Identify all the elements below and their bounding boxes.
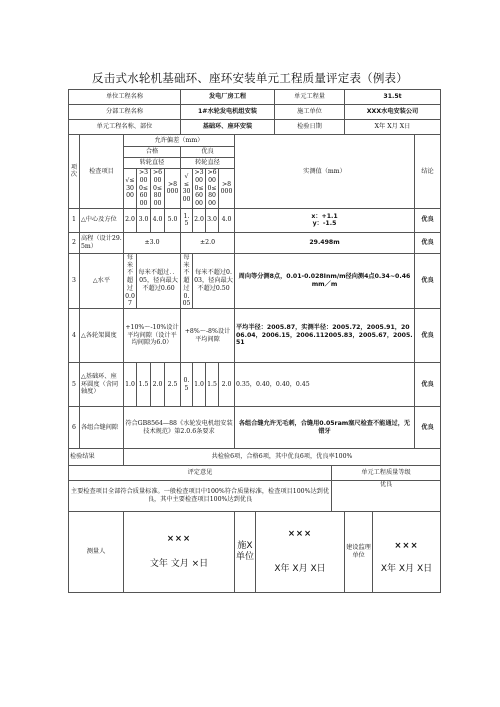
result-value: 优良 bbox=[415, 309, 441, 363]
construction-label: 施X单位 bbox=[235, 512, 256, 593]
pass-value: ±3.0 bbox=[124, 232, 181, 253]
quantity-label: 单元工程量 bbox=[275, 90, 345, 105]
pass-value: 1.5 bbox=[137, 363, 151, 407]
page-title: 反击式水轮机基础环、座环安装单元工程质量评定表（例表） bbox=[92, 71, 408, 85]
date-label: 检验日期 bbox=[275, 120, 345, 135]
tester-signature bbox=[124, 512, 235, 593]
row-no: 4 bbox=[69, 309, 80, 363]
pass-value: +10%～-10%设计平均间隙（设计平均间隙为6.0） bbox=[124, 309, 181, 363]
row-item: △水平 bbox=[80, 253, 124, 308]
good-header: 优良 bbox=[181, 147, 235, 158]
tolerance-header: 允许偏差（mm） bbox=[124, 135, 235, 147]
pass-d1: √≤3000 bbox=[124, 169, 137, 209]
element-label: 单元工程名称、部位 bbox=[69, 120, 181, 135]
good-value: 1.0 bbox=[193, 363, 206, 407]
unit-project-value: 发电厂房工程 bbox=[181, 90, 275, 105]
spec-value: 符合GB8564—88《水轮发电机组安装技术规范》第2.0.6条要求 bbox=[124, 407, 235, 449]
good-d4: >8000 bbox=[219, 169, 235, 209]
good-value: 1.5 bbox=[206, 363, 219, 407]
measured-header: 实测值（mm） bbox=[235, 135, 415, 209]
measured-value: 0.35，0.40，0.40，0.45 bbox=[235, 363, 415, 407]
construction-name: ××× bbox=[287, 529, 313, 540]
pass-value: 2.0 bbox=[151, 363, 165, 407]
supervision-date: X年 X月 X日 bbox=[380, 563, 433, 574]
tester-name: ××× bbox=[166, 534, 192, 545]
grade-label: 单元工程质量等级 bbox=[332, 466, 441, 481]
pass-value: 3.0 bbox=[137, 208, 151, 232]
supervision-label: 建设监理单位 bbox=[345, 512, 373, 593]
pass-value: 4.0 bbox=[151, 208, 165, 232]
element-value: 基础环、座环安装 bbox=[181, 120, 275, 135]
pass-diameter-header: 转轮直径 bbox=[124, 158, 181, 169]
pass-value: 1.0 bbox=[124, 363, 137, 407]
header-row-element bbox=[69, 120, 441, 135]
good-value: ±2.0 bbox=[181, 232, 235, 253]
good-d1: √≤3000 bbox=[181, 169, 193, 209]
seq-header: 项次 bbox=[69, 135, 80, 209]
result-value: 优良 bbox=[415, 253, 441, 308]
table-row bbox=[69, 407, 441, 449]
opinion-label: 评定意见 bbox=[69, 466, 332, 481]
result-value: 优良 bbox=[415, 407, 441, 449]
pass-header: 合格 bbox=[124, 147, 181, 158]
evaluation-row bbox=[69, 481, 441, 512]
pass-value: 每米不超过．．05，径向最大不超过0.60 bbox=[137, 253, 181, 308]
measured-value: 周向等分测8点，0.01-0.028Inm/m径向测4点0.34~0.46mm／m bbox=[235, 253, 415, 308]
good-value: 3.0 bbox=[206, 208, 219, 232]
measured-value: 平均半径：2005.87，实测半径：2005.72，2005.91，2006.04，2006.15，2006.112005.83，2005.67，2005.51 bbox=[235, 309, 415, 363]
grade-value: 优良 bbox=[332, 481, 441, 512]
conclusion-header: 结论 bbox=[415, 135, 441, 209]
result-value: 优良 bbox=[415, 208, 441, 232]
inspection-label: 检验结果 bbox=[69, 449, 124, 466]
good-value: +8%～-8%设计平均间隙 bbox=[181, 309, 235, 363]
result-value: 优良 bbox=[415, 363, 441, 407]
signature-row bbox=[69, 512, 441, 593]
row-no: 3 bbox=[69, 253, 80, 308]
evaluation-header-row bbox=[69, 466, 441, 481]
row-no: 1 bbox=[69, 208, 80, 232]
good-value: 4.0 bbox=[219, 208, 235, 232]
row-item: △各轮架圆度 bbox=[80, 309, 124, 363]
good-value: 1.5 bbox=[181, 208, 193, 232]
measured-value: 各组合缝允许无毛刺，合缝用0.05ram塞尺检查不能通过，无错牙 bbox=[235, 407, 415, 449]
opinion-value: 主要检查项目全部符合质量标准。一般检查项目中100%符合质量标准，检查项目100%达到优良，其中主要检查项目100%达到优良 bbox=[69, 481, 332, 512]
table-row bbox=[69, 253, 441, 308]
good-value: 2.0 bbox=[193, 208, 206, 232]
unit-project-label: 单位工程名称 bbox=[69, 90, 181, 105]
pass-value: 5.0 bbox=[165, 208, 181, 232]
inspection-row bbox=[69, 449, 441, 466]
good-value: 每米不超过0.03，径向最大不超过0.50 bbox=[193, 253, 235, 308]
column-header-row-1 bbox=[69, 135, 441, 147]
pass-value: 每米不超过0.07 bbox=[125, 253, 135, 308]
contractor-label: 施工单位 bbox=[275, 105, 345, 120]
table-row bbox=[69, 232, 441, 253]
row-item: △中心及方位 bbox=[80, 208, 124, 232]
good-value: 0.5 bbox=[181, 363, 193, 407]
quality-evaluation-table bbox=[68, 89, 441, 593]
inspection-value: 共检验6项，合格6项，其中优良6项，优良率100% bbox=[124, 449, 441, 466]
sub-project-label: 分部工程名称 bbox=[69, 105, 181, 120]
row-no: 6 bbox=[69, 407, 80, 449]
row-item: 各组合缝间隙 bbox=[80, 407, 124, 449]
table-row bbox=[69, 363, 441, 407]
header-row-sub bbox=[69, 105, 441, 120]
pass-d2: >3000≤6000 bbox=[137, 169, 151, 209]
measured-value: 29.498m bbox=[235, 232, 415, 253]
good-value: 每米不超过0.05 bbox=[181, 253, 193, 308]
supervision-name: ××× bbox=[394, 541, 419, 552]
item-header: 检查项目 bbox=[80, 135, 124, 209]
date-value: X年 X月 X日 bbox=[345, 120, 441, 135]
good-d3: >6000≤8000 bbox=[207, 169, 217, 207]
pass-d3: >6000≤8000 bbox=[151, 169, 165, 209]
row-item: △基础环、座环圆度（含同轴度） bbox=[80, 363, 124, 407]
tester-label: 测量人 bbox=[69, 512, 124, 593]
construction-signature bbox=[256, 512, 345, 593]
row-no: 5 bbox=[69, 363, 80, 407]
row-no: 2 bbox=[69, 232, 80, 253]
pass-d4: >8000 bbox=[165, 169, 181, 209]
row-item: 高程（设计29.5m） bbox=[80, 232, 124, 253]
good-value: 2.0 bbox=[219, 363, 235, 407]
table-row bbox=[69, 208, 441, 232]
contractor-value: XXX水电安装公司 bbox=[345, 105, 441, 120]
construction-date: X年 X月 X日 bbox=[274, 563, 326, 574]
result-value: 优良 bbox=[415, 232, 441, 253]
sub-project-value: 1#水轮发电机组安装 bbox=[181, 105, 275, 120]
table-row bbox=[69, 309, 441, 363]
pass-value: 2.0 bbox=[124, 208, 137, 232]
supervision-signature bbox=[373, 512, 441, 593]
quantity-value: 31.5t bbox=[345, 90, 441, 105]
good-diameter-header: 转轮直径 bbox=[181, 158, 235, 169]
tester-date: 文年 文月 ×日 bbox=[149, 558, 209, 569]
header-row-unit bbox=[69, 90, 441, 105]
pass-value: 2.5 bbox=[165, 363, 181, 407]
good-d2: >3000≤6000 bbox=[194, 169, 204, 207]
measured-value: x：+1.1 y：-1.5 bbox=[235, 208, 415, 232]
